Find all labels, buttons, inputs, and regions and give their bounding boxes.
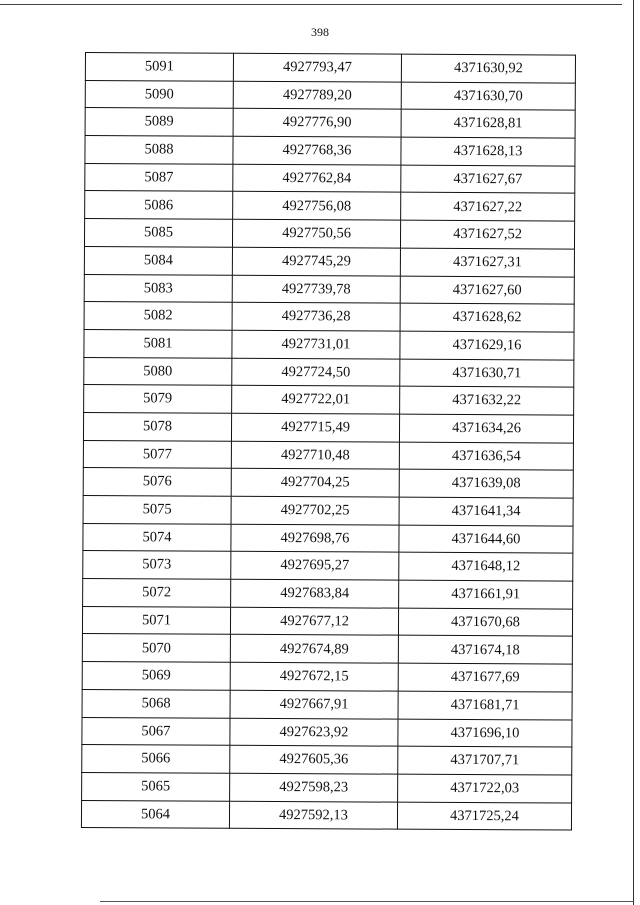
table-row: [82, 772, 572, 802]
y-coordinate-cell: 4371639,08: [399, 469, 573, 498]
y-coordinate-cell: 4371630,92: [401, 54, 575, 83]
x-coordinate-cell: 4927672,15: [230, 662, 398, 691]
y-coordinate-cell: 4371681,71: [398, 691, 572, 720]
table-row: [84, 385, 574, 415]
x-coordinate-cell: 4927598,23: [230, 773, 398, 802]
table-row: [84, 274, 574, 304]
y-coordinate-cell: 4371696,10: [398, 719, 572, 748]
y-coordinate-cell: 4371627,31: [400, 248, 574, 277]
y-coordinate-cell: 4371725,24: [397, 802, 571, 831]
coordinates-table-body: [81, 53, 575, 831]
point-number-cell: 5070: [82, 634, 230, 662]
scan-edge-right: [633, 0, 634, 905]
y-coordinate-cell: 4371707,71: [398, 746, 572, 775]
table-row: [85, 136, 575, 166]
table-row: [82, 717, 572, 747]
x-coordinate-cell: 4927776,90: [233, 109, 401, 138]
x-coordinate-cell: 4927715,49: [231, 413, 399, 442]
table-row: [84, 357, 574, 387]
table-row: [85, 53, 575, 83]
y-coordinate-cell: 4371648,12: [399, 553, 573, 582]
x-coordinate-cell: 4927710,48: [231, 441, 399, 470]
point-number-cell: 5066: [82, 745, 230, 773]
x-coordinate-cell: 4927667,91: [230, 690, 398, 719]
x-coordinate-cell: 4927750,56: [232, 219, 400, 248]
scan-edge-top: [0, 4, 622, 5]
table-row: [82, 745, 572, 775]
y-coordinate-cell: 4371641,34: [399, 497, 573, 526]
x-coordinate-cell: 4927695,27: [231, 552, 399, 581]
point-number-cell: 5064: [81, 800, 229, 828]
y-coordinate-cell: 4371628,13: [401, 137, 575, 166]
y-coordinate-cell: 4371630,71: [400, 359, 574, 388]
point-number-cell: 5067: [82, 717, 230, 745]
table-row: [85, 80, 575, 110]
table-row: [84, 246, 574, 276]
y-coordinate-cell: 4371632,22: [400, 386, 574, 415]
y-coordinate-cell: 4371722,03: [398, 774, 572, 803]
x-coordinate-cell: 4927592,13: [229, 801, 397, 830]
point-number-cell: 5074: [83, 523, 231, 551]
y-coordinate-cell: 4371627,60: [400, 276, 574, 305]
table-row: [84, 219, 574, 249]
x-coordinate-cell: 4927724,50: [232, 358, 400, 387]
point-number-cell: 5081: [84, 329, 232, 357]
x-coordinate-cell: 4927674,89: [230, 635, 398, 664]
table-row: [85, 108, 575, 138]
x-coordinate-cell: 4927698,76: [231, 524, 399, 553]
y-coordinate-cell: 4371644,60: [399, 525, 573, 554]
y-coordinate-cell: 4371677,69: [398, 663, 572, 692]
point-number-cell: 5077: [83, 440, 231, 468]
table-row: [82, 634, 572, 664]
y-coordinate-cell: 4371627,22: [401, 193, 575, 222]
x-coordinate-cell: 4927756,08: [233, 192, 401, 221]
x-coordinate-cell: 4927623,92: [230, 718, 398, 747]
point-number-cell: 5085: [84, 219, 232, 247]
x-coordinate-cell: 4927731,01: [232, 330, 400, 359]
point-number-cell: 5071: [82, 606, 230, 634]
x-coordinate-cell: 4927683,84: [231, 579, 399, 608]
x-coordinate-cell: 4927736,28: [232, 302, 400, 331]
y-coordinate-cell: 4371674,18: [398, 636, 572, 665]
point-number-cell: 5065: [82, 772, 230, 800]
coordinates-table: [81, 52, 576, 831]
table-row: [83, 579, 573, 609]
table-row: [85, 191, 575, 221]
x-coordinate-cell: 4927722,01: [232, 386, 400, 415]
x-coordinate-cell: 4927605,36: [230, 745, 398, 774]
y-coordinate-cell: 4371628,62: [400, 303, 574, 332]
table-row: [85, 163, 575, 193]
point-number-cell: 5091: [85, 53, 233, 81]
y-coordinate-cell: 4371629,16: [400, 331, 574, 360]
table-row: [81, 800, 571, 830]
table-row: [83, 523, 573, 553]
table-row: [83, 468, 573, 498]
point-number-cell: 5083: [84, 274, 232, 302]
point-number-cell: 5076: [83, 468, 231, 496]
x-coordinate-cell: 4927677,12: [230, 607, 398, 636]
scan-edge-bottom: [100, 901, 634, 902]
coordinates-table-container: [81, 52, 576, 831]
point-number-cell: 5080: [84, 357, 232, 385]
x-coordinate-cell: 4927768,36: [233, 136, 401, 165]
point-number-cell: 5079: [84, 385, 232, 413]
table-row: [83, 412, 573, 442]
table-row: [82, 606, 572, 636]
table-row: [84, 302, 574, 332]
table-row: [83, 440, 573, 470]
table-row: [82, 662, 572, 692]
point-number-cell: 5086: [85, 191, 233, 219]
x-coordinate-cell: 4927739,78: [232, 275, 400, 304]
y-coordinate-cell: 4371627,52: [400, 220, 574, 249]
point-number-cell: 5089: [85, 108, 233, 136]
x-coordinate-cell: 4927793,47: [233, 53, 401, 82]
y-coordinate-cell: 4371670,68: [398, 608, 572, 637]
y-coordinate-cell: 4371634,26: [399, 414, 573, 443]
y-coordinate-cell: 4371627,67: [401, 165, 575, 194]
page-number: 398: [311, 25, 329, 39]
point-number-cell: 5075: [83, 495, 231, 523]
x-coordinate-cell: 4927789,20: [233, 81, 401, 110]
point-number-cell: 5090: [85, 80, 233, 108]
point-number-cell: 5069: [82, 662, 230, 690]
y-coordinate-cell: 4371630,70: [401, 82, 575, 111]
point-number-cell: 5082: [84, 302, 232, 330]
point-number-cell: 5072: [83, 579, 231, 607]
x-coordinate-cell: 4927762,84: [233, 164, 401, 193]
point-number-cell: 5073: [83, 551, 231, 579]
x-coordinate-cell: 4927704,25: [231, 469, 399, 498]
point-number-cell: 5087: [85, 163, 233, 191]
y-coordinate-cell: 4371636,54: [399, 442, 573, 471]
x-coordinate-cell: 4927702,25: [231, 496, 399, 525]
point-number-cell: 5078: [83, 412, 231, 440]
point-number-cell: 5088: [85, 136, 233, 164]
point-number-cell: 5084: [84, 246, 232, 274]
table-row: [82, 689, 572, 719]
table-row: [83, 495, 573, 525]
table-row: [84, 329, 574, 359]
x-coordinate-cell: 4927745,29: [232, 247, 400, 276]
y-coordinate-cell: 4371661,91: [399, 580, 573, 609]
table-row: [83, 551, 573, 581]
y-coordinate-cell: 4371628,81: [401, 110, 575, 139]
point-number-cell: 5068: [82, 689, 230, 717]
